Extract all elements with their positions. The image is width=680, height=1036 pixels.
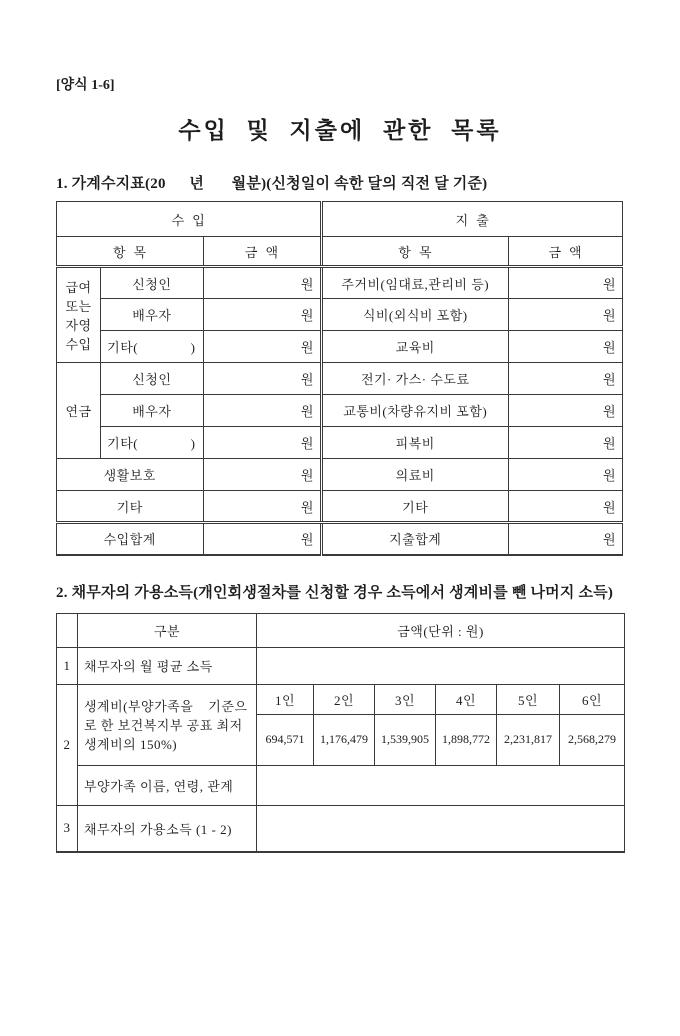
available-income-value-cell [257,805,625,852]
document-page [0,74,680,853]
income-item-label: 기타 [57,491,204,523]
living-cost-amount: 1,176,479 [314,714,375,765]
expense-item-label: 식비(외식비 포함) [321,299,508,331]
household-size-header: 5인 [497,684,560,714]
dependents-info-value-cell [257,765,625,805]
table-row [57,331,623,363]
household-size-header: 6인 [560,684,625,714]
expense-item-label: 의료비 [321,459,508,491]
income-total-amount-cell: 원 [203,523,321,555]
expense-item-header: 항 목 [321,237,508,267]
row-number: 3 [57,805,78,852]
expense-amount-cell: 원 [508,267,622,299]
income-group-pension: 연금 [57,363,101,459]
income-amount-cell: 원 [203,395,321,427]
table1-sub-header-row [57,237,623,267]
income-item-label: 신청인 [101,267,203,299]
income-amount-cell: 원 [203,491,321,523]
living-cost-amount: 2,568,279 [560,714,625,765]
monthly-average-income-label: 채무자의 월 평균 소득 [78,647,257,684]
document-title: 수입 및 지출에 관한 목록 [178,118,502,143]
section1-heading: 1. 가계수지표(20 년 월분)(신청일이 속한 달의 직전 달 기준) [56,176,488,192]
table2-header-row [57,613,625,647]
expense-amount-cell: 원 [508,491,622,523]
expense-section-header: 지 출 [321,202,622,237]
dependents-info-label: 부양가족 이름, 연령, 관계 [78,765,257,805]
expense-amount-header: 금 액 [508,237,622,267]
living-cost-amount: 1,539,905 [375,714,436,765]
household-size-header: 1인 [257,684,314,714]
income-item-label: 기타( ) [101,331,203,363]
section2-heading: 2. 채무자의 가용소득(개인회생절차를 신청할 경우 소득에서 생계비를 뺀 나머지 소득) [56,584,614,601]
income-amount-cell: 원 [203,427,321,459]
income-item-label: 배우자 [101,395,203,427]
living-cost-amount: 1,898,772 [436,714,497,765]
amount-header: 금액(단위 : 원) [257,613,625,647]
living-cost-amount: 2,231,817 [497,714,560,765]
table-row [57,395,623,427]
table-row [57,459,623,491]
table-row [57,267,623,299]
income-amount-cell: 원 [203,459,321,491]
income-item-label: 기타( ) [101,427,203,459]
income-item-label: 신청인 [101,363,203,395]
household-balance-table [56,201,623,556]
expense-amount-cell: 원 [508,395,622,427]
expense-amount-cell: 원 [508,459,622,491]
expense-item-label: 전기· 가스· 수도료 [321,363,508,395]
income-item-label: 생활보호 [57,459,204,491]
income-amount-cell: 원 [203,299,321,331]
table-row [57,765,625,805]
table-row [57,363,623,395]
monthly-average-income-value-cell [257,647,625,684]
household-size-header: 3인 [375,684,436,714]
table-row [57,299,623,331]
available-income-table [56,613,625,854]
expense-item-label: 교통비(차량유지비 포함) [321,395,508,427]
expense-total-amount-cell: 원 [508,523,622,555]
income-amount-header: 금 액 [203,237,321,267]
table1-main-header-row [57,202,623,237]
household-size-header: 2인 [314,684,375,714]
household-size-header: 4인 [436,684,497,714]
expense-item-label: 피복비 [321,427,508,459]
income-item-header: 항 목 [57,237,204,267]
expense-amount-cell: 원 [508,299,622,331]
income-amount-cell: 원 [203,331,321,363]
expense-item-label: 교육비 [321,331,508,363]
expense-amount-cell: 원 [508,427,622,459]
living-cost-label: 생계비(부양가족을 기준으로 한 보건복지부 공표 최저생계비의 150%) [78,684,257,765]
income-section-header: 수 입 [57,202,322,237]
table-row [57,684,625,714]
income-amount-cell: 원 [203,267,321,299]
expense-item-label: 주거비(임대료,관리비 등) [321,267,508,299]
table-row [57,491,623,523]
expense-item-label: 기타 [321,491,508,523]
expense-amount-cell: 원 [508,331,622,363]
expense-amount-cell: 원 [508,363,622,395]
row-number: 1 [57,647,78,684]
income-total-label: 수입합계 [57,523,204,555]
income-group-salary: 급여 또는 자영 수입 [57,267,101,363]
row-number-header [57,613,78,647]
table-row [57,427,623,459]
row-number: 2 [57,684,78,805]
income-item-label: 배우자 [101,299,203,331]
expense-total-label: 지출합계 [321,523,508,555]
available-income-label: 채무자의 가용소득 (1 - 2) [78,805,257,852]
category-header: 구분 [78,613,257,647]
form-number-tag: [양식 1-6] [56,78,115,93]
living-cost-amount: 694,571 [257,714,314,765]
income-amount-cell: 원 [203,363,321,395]
table-row [57,805,625,852]
table-row [57,647,625,684]
total-row [57,523,623,555]
